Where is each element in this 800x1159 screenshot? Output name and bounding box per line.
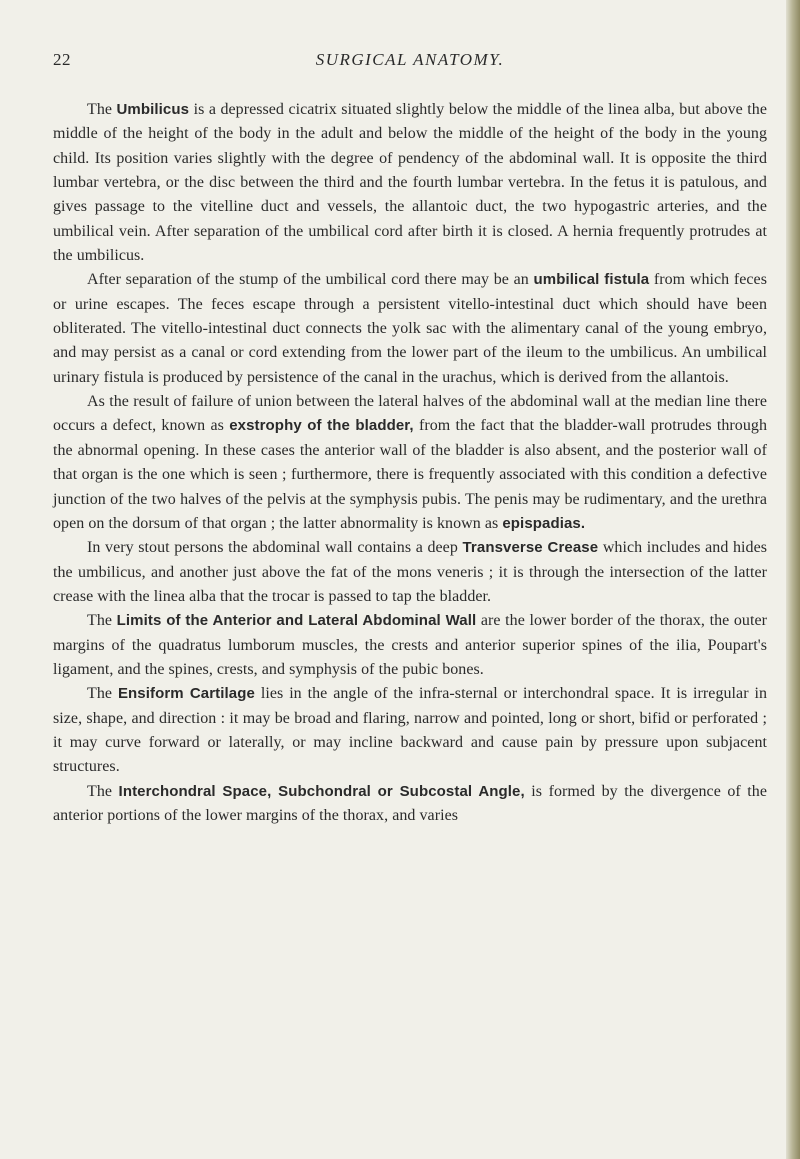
bold-term: Transverse Crease [462,539,599,557]
bold-term: Limits of the Anterior and Lateral Abdominal Wall [116,612,477,630]
bold-term: Ensiform Cartilage [117,685,255,703]
paragraph [53,98,767,268]
paragraph [53,609,767,682]
paragraph [53,682,767,779]
paragraph [53,780,767,829]
text-run: After separation of the stump of the umbilical cord there may be an [87,271,534,289]
text-run: The [87,685,118,703]
text-run: is formed by the divergence of the anterior portions of the lower margins of the thorax, and varies [53,782,768,824]
text-run: from the fact that the bladder-wall protrudes through the abnormal opening. In these cases the anterior wall of the bladder is also absent, and the posterior wall of that organ is the one which is seen ; furthermore, there is frequently associated with this condition a defective junction of the two halves of the pelvis at the symphysis pubis. The penis may be rudimentary, and the urethra open on the dorsum of that organ ; the latter abnormality is known as [53,417,767,532]
bold-term: umbilical fistula [533,271,650,289]
page-number: 22 [53,50,71,69]
paragraph [53,536,767,609]
bold-term: exstrophy of the bladder, [229,417,414,435]
paragraph [53,390,767,536]
text-run: lies in the angle of the infra-sternal or interchondral space. It is irregular in size, shape, and direction : it may be broad and flaring, narrow and pointed, long or short, bifid or perforated ; it may curve forward or laterally, or may incline backward and cause pain by pressure upon subjacent structures. [53,685,768,776]
bold-term: epispadias. [502,514,586,532]
text-run: The [87,612,117,630]
paragraph [53,268,767,390]
text-run: is a depressed cicatrix situated slightly below the middle of the linea alba, but above the middle of the height of the body in the adult and below the middle of the height of the body in the young child. Its position varies slightly with the degree of pendency of the abdominal wall. It is opposite the third lumbar vertebra, or the disc between the third and the fourth lumbar vertebra. In the fetus it is patulous, and gives passage to the vitelline duct and vessels, the allantoic duct, the two hypogastric arteries, and the umbilical vein. After separation of the umbilical cord after birth it is closed. A hernia frequently protrudes at the umbilicus. [53,101,767,265]
text-run: from which feces or urine escapes. The feces escape through a persistent vitello-intestinal duct which should have been obliterated. The vitello-intestinal duct connects the yolk sac with the alimentary canal of the young embryo, and may persist as a canal or cord extending from the lower part of the ileum to the umbilicus. An umbilical urinary fistula is produced by persistence of the canal in the urachus, which is derived from the allantois. [53,271,767,386]
text-run: As the result of failure of union between the lateral halves of the abdominal wall at the median line there occurs a defect, known as [53,393,767,435]
page-header [53,50,767,74]
text-run: The [87,782,119,800]
bold-term: Interchondral Space, Subchondral or Subcostal Angle, [118,782,525,800]
text-run: The [87,101,117,118]
body-text [53,98,767,828]
bold-term: Umbilicus [116,101,190,118]
book-page [53,50,767,828]
text-run: which includes and hides the umbilicus, and another just above the fat of the mons veneris ; it is through the intersection of the latter crease with the linea alba that the trocar is passed to tap the bladder. [53,539,767,605]
scan-page-edge [786,0,800,1159]
text-run: are the lower border of the thorax, the outer margins of the quadratus lumborum muscles, the crests and anterior superior spines of the ilia, Poupart's ligament, and the spines, crests, and symphysis of the pubic bones. [53,612,767,678]
text-run: In very stout persons the abdominal wall contains a deep [87,539,463,557]
running-head: SURGICAL ANATOMY. [315,50,505,69]
